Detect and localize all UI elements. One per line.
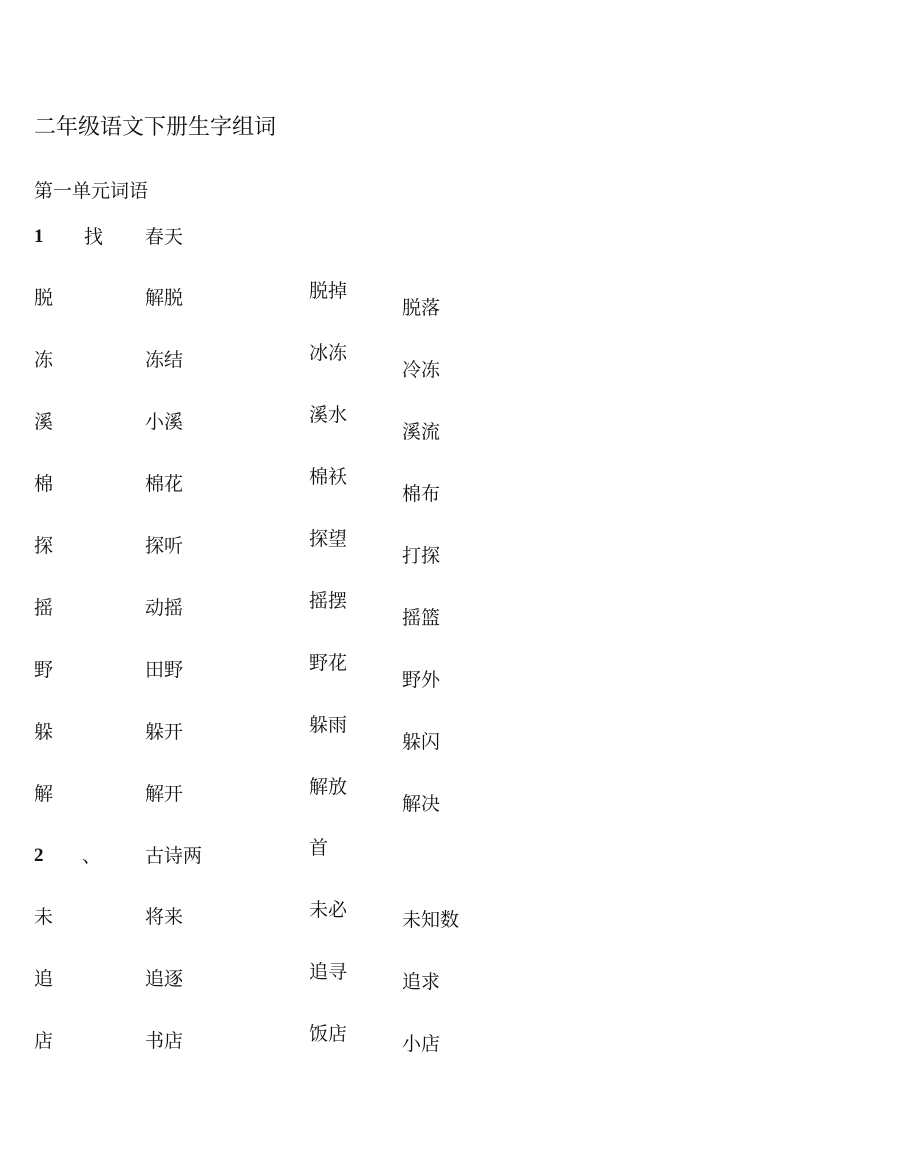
row-char: 解 <box>34 783 54 805</box>
row-word-1: 田野 <box>145 659 184 681</box>
row-word-2: 未必 <box>309 899 348 921</box>
row-char: 追 <box>34 968 54 990</box>
lesson-1-name-part2: 春天 <box>145 226 184 248</box>
row-word-1: 冻结 <box>145 349 184 371</box>
row-word-2: 追寻 <box>309 961 348 983</box>
row-word-2: 解放 <box>309 776 348 798</box>
row-word-3: 脱落 <box>402 297 441 319</box>
row-word-2: 探望 <box>309 528 348 550</box>
row-char: 摇 <box>34 597 54 619</box>
row-char: 溪 <box>34 411 54 433</box>
row-word-3: 追求 <box>402 971 441 993</box>
row-char: 躲 <box>34 721 54 743</box>
row-word-3: 解决 <box>402 793 441 815</box>
lesson-1-name-part1: 找 <box>84 226 104 248</box>
row-word-1: 书店 <box>145 1030 184 1052</box>
row-word-2: 摇摆 <box>309 590 348 612</box>
row-word-1: 解开 <box>145 783 184 805</box>
row-char: 棉 <box>34 473 54 495</box>
row-char: 野 <box>34 659 54 681</box>
row-word-3: 躲闪 <box>402 731 441 753</box>
unit-heading: 第一单元词语 <box>34 180 149 202</box>
row-char: 脱 <box>34 287 54 309</box>
row-char: 冻 <box>34 349 54 371</box>
row-word-1: 动摇 <box>145 597 184 619</box>
lesson-1-number: 1 <box>34 226 44 247</box>
row-word-3: 冷冻 <box>402 359 441 381</box>
lesson-2-separator: 、 <box>82 845 102 867</box>
row-word-2: 溪水 <box>309 404 348 426</box>
row-word-2: 饭店 <box>309 1023 348 1045</box>
lesson-2-name-part1: 古诗两 <box>145 845 203 867</box>
document-title: 二年级语文下册生字组词 <box>34 115 277 140</box>
lesson-2-number: 2 <box>34 845 44 866</box>
row-word-3: 打探 <box>402 545 441 567</box>
row-word-3: 摇篮 <box>402 607 441 629</box>
row-word-1: 躲开 <box>145 721 184 743</box>
row-word-2: 野花 <box>309 652 348 674</box>
row-char: 探 <box>34 535 54 557</box>
row-word-2: 躲雨 <box>309 714 348 736</box>
row-word-3: 未知数 <box>402 909 460 931</box>
row-word-1: 将来 <box>145 906 184 928</box>
row-word-2: 冰冻 <box>309 342 348 364</box>
row-word-2: 脱掉 <box>309 280 348 302</box>
row-word-1: 棉花 <box>145 473 184 495</box>
row-word-3: 溪流 <box>402 421 441 443</box>
row-char: 店 <box>34 1030 54 1052</box>
row-word-3: 野外 <box>402 669 441 691</box>
row-word-2: 棉袄 <box>309 466 348 488</box>
row-word-1: 追逐 <box>145 968 184 990</box>
row-word-3: 棉布 <box>402 483 441 505</box>
row-word-1: 小溪 <box>145 411 184 433</box>
row-char: 未 <box>34 906 54 928</box>
lesson-2-name-part2: 首 <box>309 837 329 859</box>
row-word-3: 小店 <box>402 1033 441 1055</box>
row-word-1: 解脱 <box>145 287 184 309</box>
row-word-1: 探听 <box>145 535 184 557</box>
